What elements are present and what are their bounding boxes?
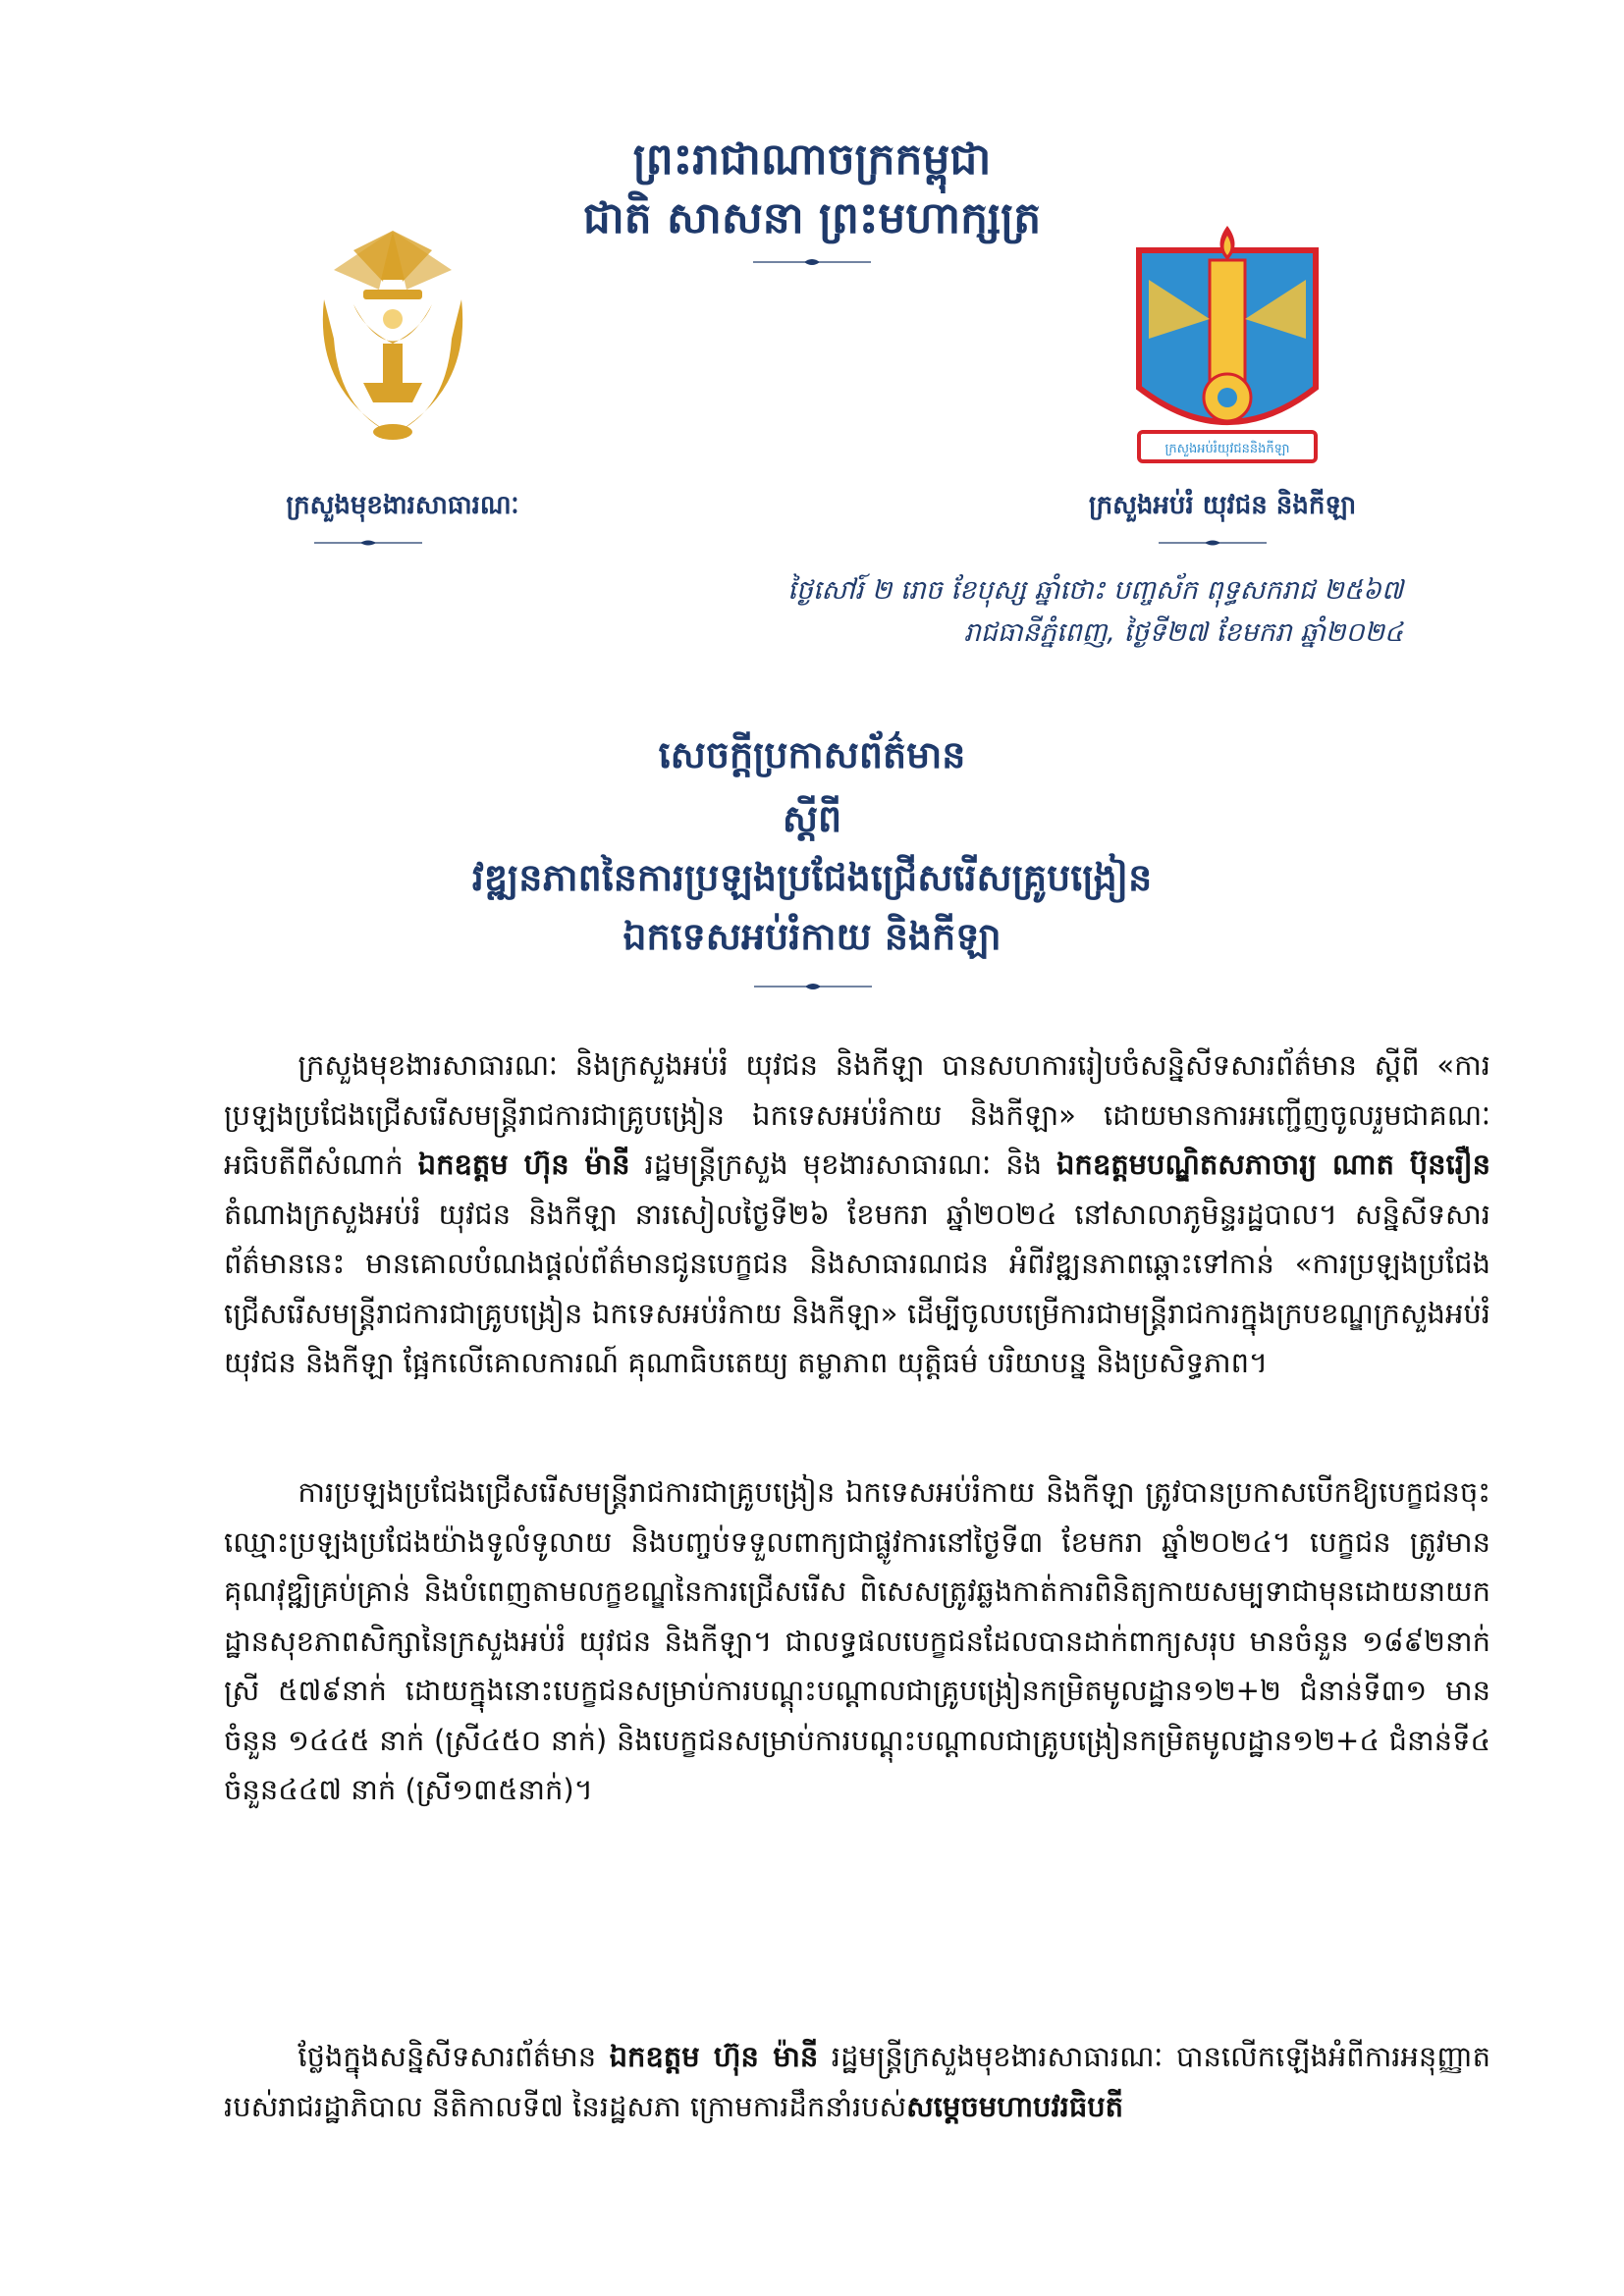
body-paragraph-2: ការប្រឡងប្រជែងជ្រើសរើសមន្ត្រីរាជការជាគ្រូបង្រៀន ឯកទេសអប់រំកាយ និងកីឡា ត្រូវបានប្រកាសបើកឱ្យបេក្ខជនចុះឈ្មោះប្រឡងប្រជែងយ៉ាងទូលំទូលាយ និងបញ្ចប់ទទួលពាក្យជាផ្លូវការនៅថ្ងៃទី៣ ខែមករា ឆ្នាំ២០២៤។ បេក្ខជន ត្រូវមានគុណវុឌ្ឍិគ្រប់គ្រាន់ និងបំពេញតាមលក្ខខណ្ឌនៃការជ្រើសរើស ពិសេសត្រូវឆ្លងកាត់ការពិនិត្យកាយសម្បទាជាមុនដោយនាយកដ្ឋានសុខភាពសិក្សានៃក្រសួងអប់រំ យុវជន និងកីឡា។ ជាលទ្ធផលបេក្ខជនដែលបានដាក់ពាក្យសរុប មានចំនួន ១៨៩២នាក់ ស្រី ៥៧៩នាក់ ដោយក្នុងនោះបេក្ខជនសម្រាប់ការបណ្តុះបណ្តាលជាគ្រូបង្រៀនកម្រិតមូលដ្ឋាន១២+២ ជំនាន់ទី៣១ មានចំនួន ១៤៤៥ នាក់ (ស្រី៤៥០ នាក់) និងបេក្ខជនសម្រាប់ការបណ្តុះបណ្តាលជាគ្រូបង្រៀនកម្រិតមូលដ្ឋាន១២+៤ ជំនាន់ទី៤ ចំនួន៤៤៧ នាក់ (ស្រី១៣៥នាក់)។: [224, 1475, 1490, 1806]
official-name: សម្តេចមហាបវរធិបតី: [906, 2089, 1124, 2123]
doc-title-line-4: ឯកទេសអប់រំកាយ និងកីឡា: [623, 915, 1001, 958]
divider-ornament: [753, 257, 871, 267]
kingdom-title: ព្រះរាជាណាចក្រកម្ពុជា: [632, 134, 992, 185]
official-name: ឯកឧត្តម ហ៊ុន ម៉ានី: [417, 1148, 630, 1181]
body-paragraph-1: [224, 1041, 1490, 1388]
divider-ornament: [314, 538, 422, 548]
official-name: ឯកឧត្តម ហ៊ុន ម៉ានី: [609, 2040, 819, 2073]
ministry-education-emblem: [1119, 221, 1335, 476]
paragraph-text: រដ្ឋមន្ត្រីក្រសួងមុខងារសាធារណៈ បានលើកឡើងអំពីការអនុញ្ញាតរបស់រាជរដ្ឋាភិបាល នីតិកាលទី៧ នៃរដ្ឋសភា ក្រោមការដឹកនាំរបស់: [224, 2040, 1490, 2123]
divider-ornament: [1159, 538, 1267, 548]
paragraph-text: តំណាងក្រសួងអប់រំ យុវជន និងកីឡា នារសៀលថ្ងៃទី២៦ ខែមករា ឆ្នាំ២០២៤ នៅសាលាភូមិន្ទរដ្ឋបាល។ សន្និសីទសារព័ត៌មាននេះ មានគោលបំណងផ្តល់ព័ត៌មានជូនបេក្ខជន និងសាធារណជន អំពីវឌ្ឍនភាពឆ្ពោះទៅកាន់ «ការប្រឡងប្រជែងជ្រើសរើសមន្ត្រីរាជការជាគ្រូបង្រៀន ឯកទេសអប់រំកាយ និងកីឡា» ដើម្បីចូលបម្រើការជាមន្ត្រីរាជការក្នុងក្របខណ្ឌក្រសួងអប់រំ យុវជន និងកីឡា ផ្អែកលើគោលការណ៍ គុណាធិបតេយ្យ តម្លាភាព យុត្តិធម៌ បរិយាបន្ន និងប្រសិទ្ធភាព។: [224, 1197, 1490, 1379]
paragraph-text: ក្រសួងមុខងារសាធារណៈ និងក្រសួងអប់រំ យុវជន និងកីឡា បានសហការរៀបចំសន្និសីទសារព័ត៌មាន ស្តីពី «ការប្រឡងប្រជែងជ្រើសរើសមន្ត្រីរាជការជាគ្រូបង្រៀន ឯកទេសអប់រំកាយ និងកីឡា» ដោយមានការអញ្ជើញចូលរួមជាគណៈអធិបតីពីសំណាក់: [224, 1048, 1490, 1181]
emblem-band-text: ក្រសួងអប់រំយុវជននិងកីឡា: [1164, 442, 1290, 456]
lunar-date: ថ្ងៃសៅរ៍ ២ រោច ខែបុស្ស ឆ្នាំថោះ បញ្ចស័ក ពុទ្ធសករាជ ២៥៦៧: [787, 575, 1403, 606]
ministry-civil-service-emblem: [295, 221, 491, 456]
doc-title-line-1: សេចក្តីប្រកាសព័ត៌មាន: [658, 733, 966, 776]
official-name: ឯកឧត្តមបណ្ឌិតសភាចារ្យ ណាត ប៊ុនរឿន: [1056, 1148, 1490, 1181]
paragraph-text: រដ្ឋមន្ត្រីក្រសួង មុខងារសាធារណៈ និង: [629, 1148, 1057, 1181]
divider-ornament: [754, 982, 872, 991]
ministry-left-label: ក្រសួងមុខងារសាធារណៈ: [286, 491, 519, 520]
solar-date: រាជធានីភ្នំពេញ, ថ្ងៃទី២៧ ខែមករា ឆ្នាំ២០២៤: [963, 617, 1403, 648]
body-paragraph-3: [224, 2032, 1490, 2131]
doc-title-line-3: វឌ្ឍនភាពនៃការប្រឡងប្រជែងជ្រើសរើសគ្រូបង្រៀន: [471, 856, 1153, 899]
paragraph-text: ថ្លែងក្នុងសន្និសីទសារព័ត៌មាន: [298, 2040, 610, 2073]
ministry-right-label: ក្រសួងអប់រំ យុវជន និងកីឡា: [1088, 491, 1357, 520]
kingdom-motto: ជាតិ សាសនា ព្រះមហាក្សត្រ: [582, 193, 1042, 243]
doc-title-line-2: ស្តីពី: [782, 797, 842, 840]
